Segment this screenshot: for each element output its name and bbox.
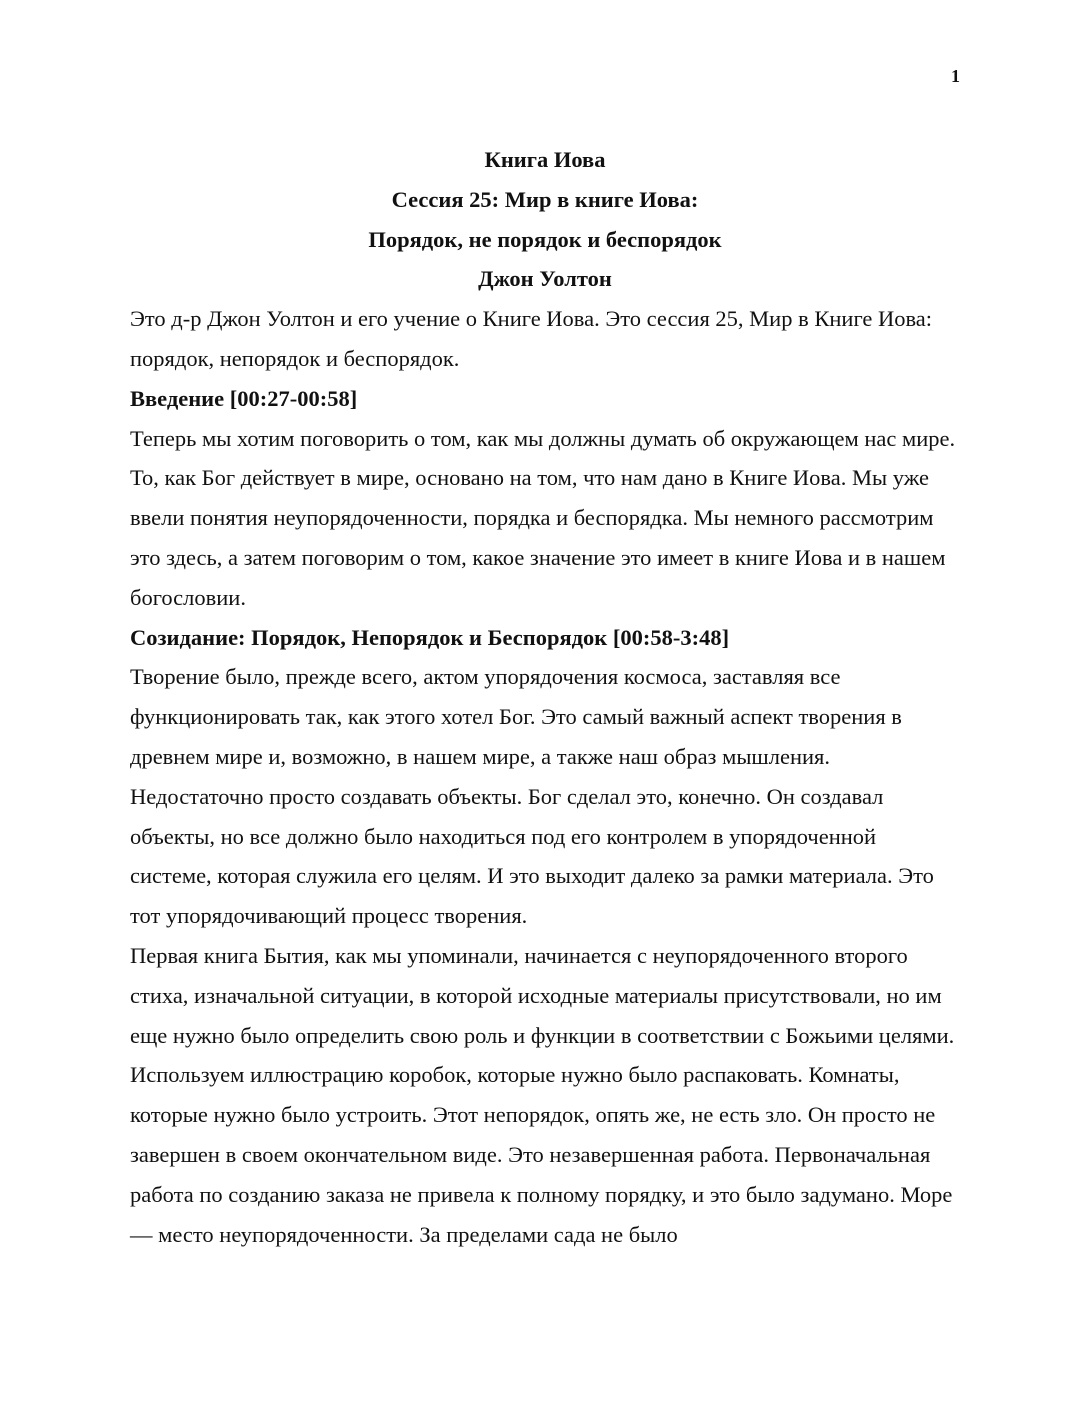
session-subtitle: Порядок, не порядок и беспорядок xyxy=(368,226,722,252)
section-heading-creation: Созидание: Порядок, Непорядок и Беспорядок [00:58-3:48] xyxy=(130,624,730,650)
title-block xyxy=(130,140,960,299)
page-number: 1 xyxy=(951,66,960,86)
creation-paragraph-1: Творение было, прежде всего, актом упорядочения космоса, заставляя все функционировать так, как этого хотел Бог. Это самый важный аспект творения в древнем мире и, возможно, в нашем мире, а также наш образ мышления. Недостаточно просто создавать объекты. Бог сделал это, конечно. Он создавал объекты, но все должно было находиться под его контролем в упорядоченной системе, которая служила его целям. И это выходит далеко за рамки материала. Это тот упорядочивающий процесс творения. xyxy=(130,664,934,929)
creation-paragraph-2: Первая книга Бытия, как мы упоминали, начинается с неупорядоченного второго стиха, изначальной ситуации, в которой исходные материалы присутствовали, но им еще нужно было определить свою роль и функции в соответствии с Божьими целями. Используем иллюстрацию коробок, которые нужно было распаковать. Комнаты, которые нужно было устроить. Этот непорядок, опять же, не есть зло. Он просто не завершен в своем окончательном виде. Это незавершенная работа. Первоначальная работа по созданию заказа не привела к полному порядку, и это было задумано. Море — место неупорядоченности. За пределами сада не было xyxy=(130,942,955,1247)
section-heading-introduction: Введение [00:27-00:58] xyxy=(130,385,358,411)
author-name: Джон Уолтон xyxy=(478,266,612,292)
introduction-paragraph: Теперь мы хотим поговорить о том, как мы должны думать об окружающем нас мире. То, как Бог действует в мире, основано на том, что нам дано в Книге Иова. Мы уже ввели понятия неупорядоченности, порядка и беспорядка. Мы немного рассмотрим это здесь, а затем поговорим о том, какое значение это имеет в книге Иова и в нашем богословии. xyxy=(130,425,956,610)
intro-paragraph: Это д-р Джон Уолтон и его учение о Книге Иова. Это сессия 25, Мир в Книге Иова: порядок, непорядок и беспорядок. xyxy=(130,306,933,371)
document-title: Книга Иова xyxy=(484,147,606,172)
document-body xyxy=(130,140,960,1254)
session-title: Сессия 25: Мир в книге Иова: xyxy=(391,186,699,212)
